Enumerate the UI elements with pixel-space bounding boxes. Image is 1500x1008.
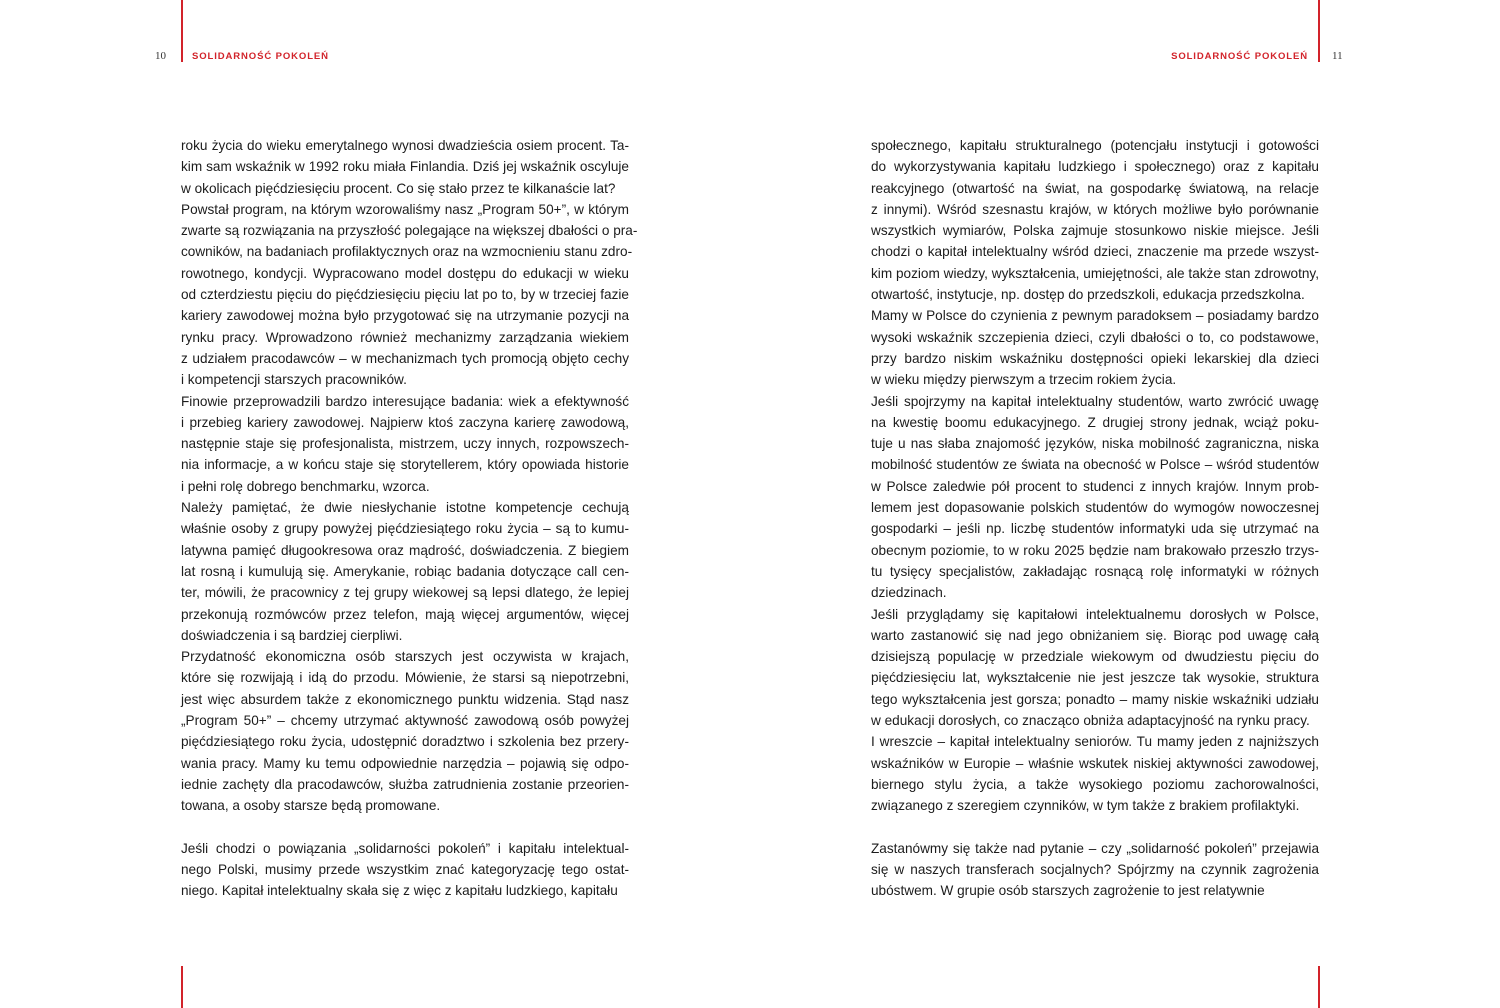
paragraph-gap — [871, 817, 1319, 838]
text-line: tuje u nas słaba znajomość języków, niska mobilność zagraniczna, niska — [871, 436, 1319, 452]
text-line: Finowie przeprowadzili bardzo interesujące badania: wiek a efektywność — [181, 393, 629, 409]
right-page-body — [871, 135, 1319, 902]
text-line: przy bardzo niskim wskaźniku dostępności opieki lekarskiej dla dzieci — [871, 350, 1319, 366]
text-line: iednie zachęty dla pracodawców, służba zatrudnienia zostanie przeorien- — [181, 776, 629, 792]
text-line: kariery zawodowej można było przygotować się na utrzymanie pozycji na — [181, 308, 629, 324]
text-line: biernego stylu życia, a także wysokiego poziomu zachorowalności, — [871, 776, 1319, 792]
text-line: warto zastanowić się nad jego obniżaniem się. Biorąc pod uwagę całą — [871, 627, 1319, 643]
text-line: wszystkich wymiarów, Polska zajmuje stosunkowo niskie miejsce. Jeśli — [871, 223, 1319, 239]
text-line: następnie staje się profesjonalista, mistrzem, uczy innych, rozpowszech- — [181, 436, 629, 452]
top-left-rule — [181, 0, 183, 62]
text-line: i kompetencji starszych pracowników. — [181, 372, 407, 388]
text-line: wskaźników w Europie – właśnie wskutek niskiej aktywności zawodowej, — [871, 755, 1319, 771]
text-line: rynku pracy. Wprowadzono również mechanizmy zarządzania wiekiem — [181, 329, 629, 345]
right-running-title: SOLIDARNOŚĆ POKOLEŃ — [1171, 51, 1308, 62]
text-line: mobilność studentów ze świata na obecność w Polsce – wśród studentów — [871, 457, 1319, 473]
text-line: pięćdziesięciu lat, wykształcenie nie jest jeszcze tak wysokie, struktura — [871, 670, 1319, 686]
left-running-title: SOLIDARNOŚĆ POKOLEŃ — [192, 51, 329, 62]
text-line: cowników, na badaniach profilaktycznych oraz na wzmocnieniu stanu zdro- — [181, 244, 633, 260]
text-line: wania pracy. Mamy ku temu odpowiednie narzędzia – pojawią się odpo- — [181, 755, 629, 771]
text-line: Jeśli chodzi o powiązania „solidarności pokoleń” i kapitału intelektual- — [181, 840, 629, 856]
text-line: latywna pamięć długookresowa oraz mądrość, doświadczenia. Z biegiem — [181, 542, 629, 558]
text-line: Zastanówmy się także nad pytanie – czy „solidarność pokoleń” przejawia — [871, 840, 1319, 856]
text-line: społecznego, kapitału strukturalnego (potencjału instytucji i gotowości — [871, 138, 1319, 153]
text-line: Jeśli spojrzymy na kapitał intelektualny studentów, warto zwrócić uwagę — [871, 393, 1319, 409]
text-line: rowotnego, kondycji. Wypracowano model dostępu do edukacji w wieku — [181, 265, 629, 281]
text-line: doświadczenia i są bardziej cierpliwi. — [181, 627, 403, 643]
text-line: kim poziom wiedzy, wykształcenia, umiejętności, ale także stan zdrowotny, — [871, 265, 1319, 281]
text-line: właśnie osoby z grupy powyżej pięćdziesiątego roku życia – są to kumu- — [181, 521, 629, 537]
text-line: przekonują rozmówców przez telefon, mają więcej argumentów, więcej — [181, 606, 629, 622]
text-line: z innymi). Wśród szesnastu krajów, w których możliwe było porównanie — [871, 201, 1319, 217]
text-line: z udziałem pracodawców – w mechanizmach tych promocją objęto cechy — [181, 350, 629, 366]
text-line: Należy pamiętać, że dwie niesłychanie istotne kompetencje cechują — [181, 500, 629, 516]
text-line: zwarte są rozwiązania na przyszłość polegające na większej dbałości o pra- — [181, 223, 638, 239]
text-line: i przebieg kariery zawodowej. Najpierw ktoś zaczyna karierę zawodową, — [181, 414, 629, 430]
text-line: lemem jest dopasowanie polskich studentów do wymogów nowoczesnej — [871, 500, 1319, 516]
text-line: do wykorzystywania kapitału ludzkiego i społecznego) oraz z kapitału — [871, 159, 1319, 175]
text-line: tego wykształcenia jest gorsza; ponadto – mamy niskie wskaźniki udziału — [871, 691, 1319, 707]
text-line: się w naszych transferach socjalnych? Spójrzmy na czynnik zagrożenia — [871, 862, 1319, 878]
text-line: otwartość, instytucje, np. dostęp do przedszkoli, edukacja przedszkolna. — [871, 287, 1305, 303]
text-line: w okolicach pięćdziesięciu procent. Co się stało przez te kilkanaście lat? — [181, 180, 616, 196]
right-page-number: 11 — [1332, 50, 1343, 62]
text-line: chodzi o kapitał intelektualny wśród dzieci, znaczenie ma przede wszyst- — [871, 244, 1319, 260]
text-line: na kwestię boomu edukacyjnego. Z drugiej strony jednak, wciąż poku- — [871, 414, 1319, 430]
text-line: wysoki wskaźnik szczepienia dzieci, czyli dbałości o to, co podstawowe, — [871, 329, 1319, 345]
top-right-rule — [1318, 0, 1320, 62]
left-page-number: 10 — [155, 50, 166, 62]
text-line: pięćdziesiątego roku życia, udostępnić doradztwo i szkolenia bez przery- — [181, 734, 629, 750]
text-line: Powstał program, na którym wzorowaliśmy nasz „Program 50+”, w którym — [181, 201, 629, 217]
text-line: towana, a osoby starsze będą promowane. — [181, 798, 441, 814]
text-line: I wreszcie – kapitał intelektualny seniorów. Tu mamy jeden z najniższych — [871, 734, 1319, 750]
text-line: gospodarki – jeśli np. liczbę studentów informatyki uda się utrzymać na — [871, 521, 1319, 537]
text-line: jest więc absurdem także z ekonomicznego punktu widzenia. Stąd nasz — [181, 691, 629, 707]
text-line: od czterdziestu pięciu do pięćdziesięciu pięciu lat po to, by w trzeciej fazie — [181, 287, 629, 303]
paragraph-gap — [181, 817, 629, 838]
text-line: i pełni rolę dobrego benchmarku, wzorca. — [181, 478, 430, 494]
text-line: nia informacje, a w końcu staje się storytellerem, który opowiada historie — [181, 457, 629, 473]
text-line: ubóstwem. W grupie osób starszych zagrożenie to jest relatywnie — [871, 883, 1265, 899]
text-line: obecnym poziomie, to w roku 2025 będzie nam brakowało przeszło trzys- — [871, 542, 1319, 558]
text-line: „Program 50+” – chcemy utrzymać aktywność zawodową osób powyżej — [181, 713, 629, 729]
text-line: roku życia do wieku emerytalnego wynosi dwadzieścia osiem procent. Ta- — [181, 138, 629, 153]
text-line: lat rosną i kumulują się. Amerykanie, robiąc badania dotyczące call cen- — [181, 563, 629, 579]
text-line: Jeśli przyglądamy się kapitałowi intelektualnemu dorosłych w Polsce, — [871, 606, 1319, 622]
text-line: Mamy w Polsce do czynienia z pewnym paradoksem – posiadamy bardzo — [871, 308, 1319, 324]
text-line: w wieku między pierwszym a trzecim rokiem życia. — [871, 372, 1177, 388]
left-page-body — [181, 135, 638, 902]
text-line: związanego z szeregiem czynników, w tym także z brakiem profilaktyki. — [871, 798, 1300, 814]
text-line: dzisiejszą populację w przedziale wiekowym od dwudziestu pięciu do — [871, 649, 1319, 665]
text-line: reakcyjnego (otwartość na świat, na gospodarkę światową, na relacje — [871, 180, 1319, 196]
bottom-right-rule — [1318, 966, 1320, 1008]
bottom-left-rule — [181, 966, 183, 1008]
text-line: które się rozwijają i idą do przodu. Mówienie, że starsi są niepotrzebni, — [181, 670, 629, 686]
text-line: tu tysięcy specjalistów, zakładając rosnącą rolę informatyki w różnych — [871, 563, 1319, 579]
text-line: w Polsce zaledwie pół procent to studenci z innych krajów. Innym prob- — [871, 478, 1319, 494]
text-line: nego Polski, musimy przede wszystkim znać kategoryzację tego ostat- — [181, 862, 629, 878]
text-line: kim sam wskaźnik w 1992 roku miała Finlandia. Dziś jej wskaźnik oscyluje — [181, 159, 629, 175]
text-line: niego. Kapitał intelektualny skała się z więc z kapitału ludzkiego, kapitału — [181, 883, 618, 899]
text-line: ter, mówili, że pracownicy z tej grupy wiekowej są lepsi dlatego, że lepiej — [181, 585, 629, 601]
text-line: Przydatność ekonomiczna osób starszych jest oczywista w krajach, — [181, 649, 629, 665]
text-line: dziedzinach. — [871, 585, 947, 601]
text-line: w edukacji dorosłych, co znacząco obniża adaptacyjność na rynku pracy. — [871, 713, 1310, 729]
